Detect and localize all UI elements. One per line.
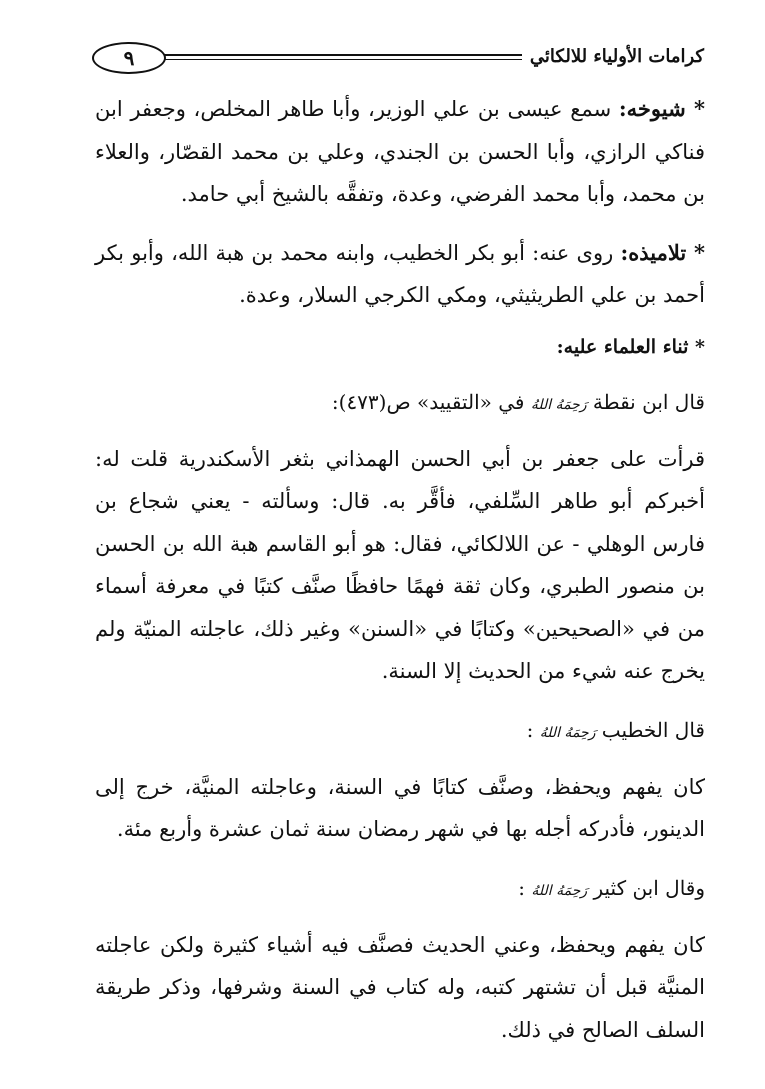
quote3-intro	[95, 867, 705, 912]
shuyukh-paragraph	[95, 88, 705, 216]
header-rule	[152, 54, 522, 60]
quote1-text: قرأت على جعفر بن أبي الحسن الهمذاني بثغر الأسكندرية قلت له: أخبركم أبو طاهر السِّلفي، فأقَّر به. قال: وسألته - يعني شجاع بن فارس الوهلي - عن اللالكائي، فقال: هو أبو القاسم هبة الله بن الحسن بن منصور الطبري، وكان ثقة فهمًا حافظًا صنَّف كتبًا في معرفة أسماء من في «الصحيحين» وكتابًا في «السنن» وغير ذلك، عاجلته المنيّة ولم يخرج عنه شيء من الحديث إلا السنة.	[95, 446, 705, 683]
shuyukh-lead: * شيوخه:	[618, 96, 705, 121]
section-heading: * ثناء العلماء عليه:	[556, 335, 705, 358]
talamidh-text: روى عنه: أبو بكر الخطيب، وابنه محمد بن هبة الله، وأبو بكر أحمد بن علي الطريثيثي، ومكي الكرجي السلار، وعدة.	[95, 240, 705, 307]
quote1-intro-before: قال ابن نقطة	[586, 389, 705, 414]
quote3-text: كان يفهم ويحفظ، وعني الحديث فصنَّف فيه أشياء كثيرة ولكن عاجلته المنيَّة قبل أن تشتهر كتبه، وله كتاب في السنة وشرفها، وذكر طريقة السلف الصالح في ذلك.	[95, 932, 705, 1042]
quote1-intro	[95, 381, 705, 426]
page-body	[95, 88, 705, 1067]
talamidh-lead: * تلاميذه:	[620, 239, 706, 265]
quote3-intro-after: :	[518, 875, 532, 900]
page-number: ٩	[92, 42, 166, 74]
page-header	[92, 42, 704, 76]
quote3-honorific: رَحِمَهُ اللهُ	[531, 882, 588, 899]
quote2-intro-after: :	[526, 717, 540, 742]
shuyukh-text: سمع عيسى بن علي الوزير، وأبا طاهر المخلص، وجعفر ابن فناكي الرازي، وأبا الحسن بن الجندي، وعلي بن محمد القصّار، والعلاء بن محمد، وأبا محمد الفرضي، وعدة، وتفقَّه بالشيخ أبي حامد.	[95, 97, 705, 206]
quote2-text: كان يفهم ويحفظ، وصنَّف كتابًا في السنة، وعاجلته المنيَّة، خرج إلى الدينور، فأدركه أجله بها في شهر رمضان سنة ثمان عشرة وأربع مئة.	[95, 774, 705, 841]
running-title: كرامات الأولياء للالكائي	[524, 42, 704, 72]
quote3-intro-before: وقال ابن كثير	[587, 875, 705, 900]
quote2-intro-before: قال الخطيب	[595, 717, 705, 742]
quote2-intro	[95, 709, 705, 754]
quote1-intro-after: في «التقييد» ص(٤٧٣):	[331, 389, 531, 414]
quote1-honorific: رَحِمَهُ اللهُ	[530, 396, 587, 413]
quote2-honorific: رَحِمَهُ اللهُ	[539, 724, 596, 741]
talamidh-paragraph	[95, 232, 705, 317]
